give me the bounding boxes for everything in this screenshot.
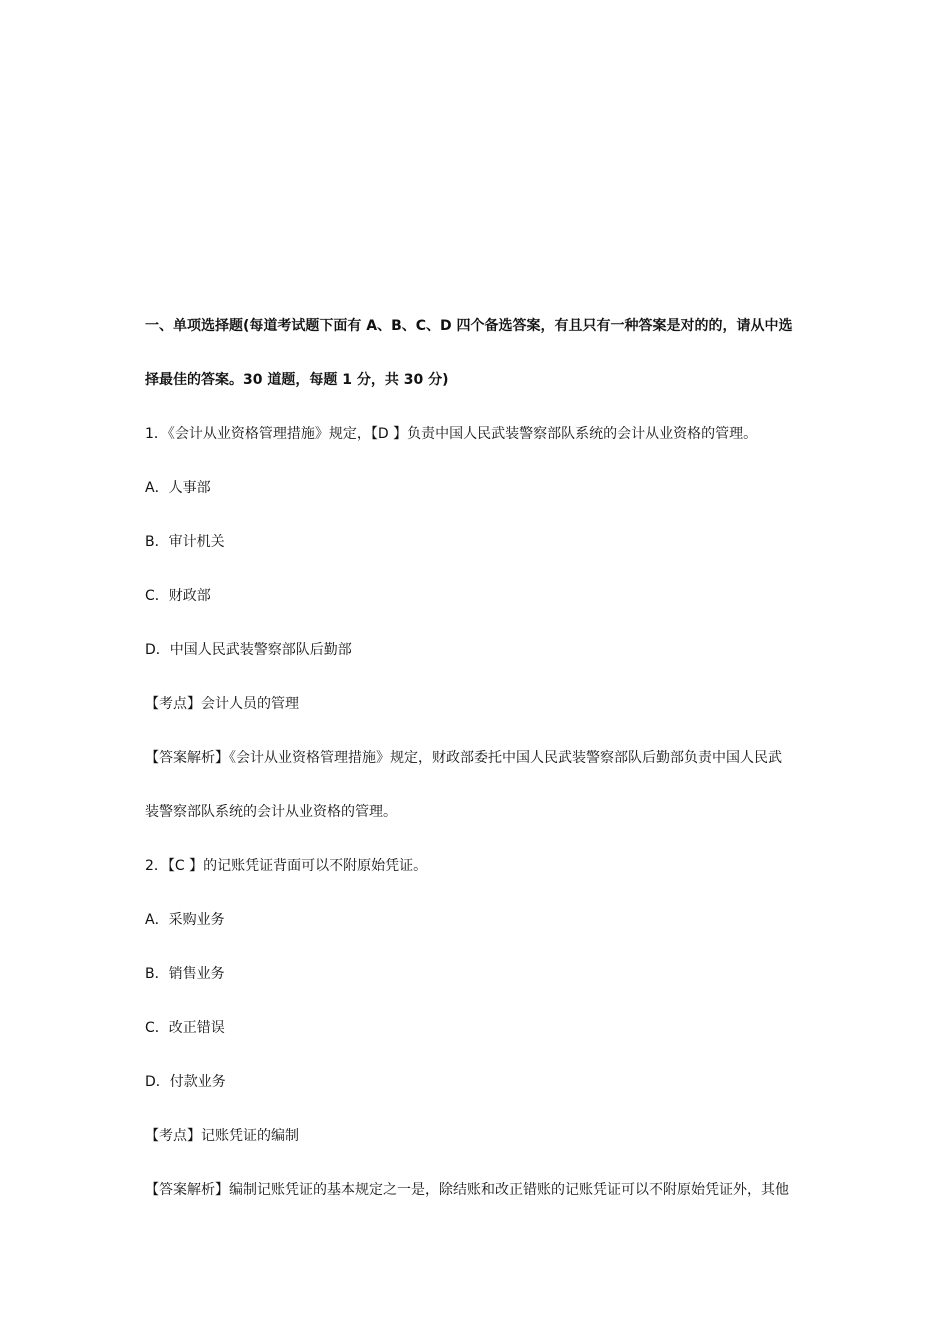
question-1-option-b: B．审计机关 xyxy=(145,534,225,550)
section-heading-line-2: 择最佳的答案。30 道题，每题 1 分，共 30 分) xyxy=(145,372,449,388)
question-2-stem: 2．【C 】的记账凭证背面可以不附原始凭证。 xyxy=(145,858,428,874)
question-2-option-a: A．采购业务 xyxy=(145,912,225,928)
question-2-option-d: D．付款业务 xyxy=(145,1074,226,1090)
section-heading-line-1: 一、单项选择题(每道考试题下面有 A、B、C、D 四个备选答案，有且只有一种答案是对的的，请从中选 xyxy=(145,318,793,334)
question-2-option-c: C．改正错误 xyxy=(145,1020,225,1036)
question-1-option-a: A．人事部 xyxy=(145,480,211,496)
question-1-option-d: D．中国人民武装警察部队后勤部 xyxy=(145,642,352,658)
question-1-stem: 1．《会计从业资格管理措施》规定，【D 】负责中国人民武装警察部队系统的会计从业资格的管理。 xyxy=(145,426,758,442)
question-1-kaodian: 【考点】会计人员的管理 xyxy=(145,696,299,712)
question-1-option-c: C．财政部 xyxy=(145,588,211,604)
question-2-kaodian: 【考点】记账凭证的编制 xyxy=(145,1128,299,1144)
question-2-option-b: B．销售业务 xyxy=(145,966,225,982)
question-1-analysis-line-1: 【答案解析】《会计从业资格管理措施》规定，财政部委托中国人民武装警察部队后勤部负责中国人民武 xyxy=(145,750,782,766)
question-1-analysis-line-2: 装警察部队系统的会计从业资格的管理。 xyxy=(145,804,397,820)
question-2-analysis-line-1: 【答案解析】编制记账凭证的基本规定之一是，除结账和改正错账的记账凭证可以不附原始凭证外，其他 xyxy=(145,1182,789,1198)
